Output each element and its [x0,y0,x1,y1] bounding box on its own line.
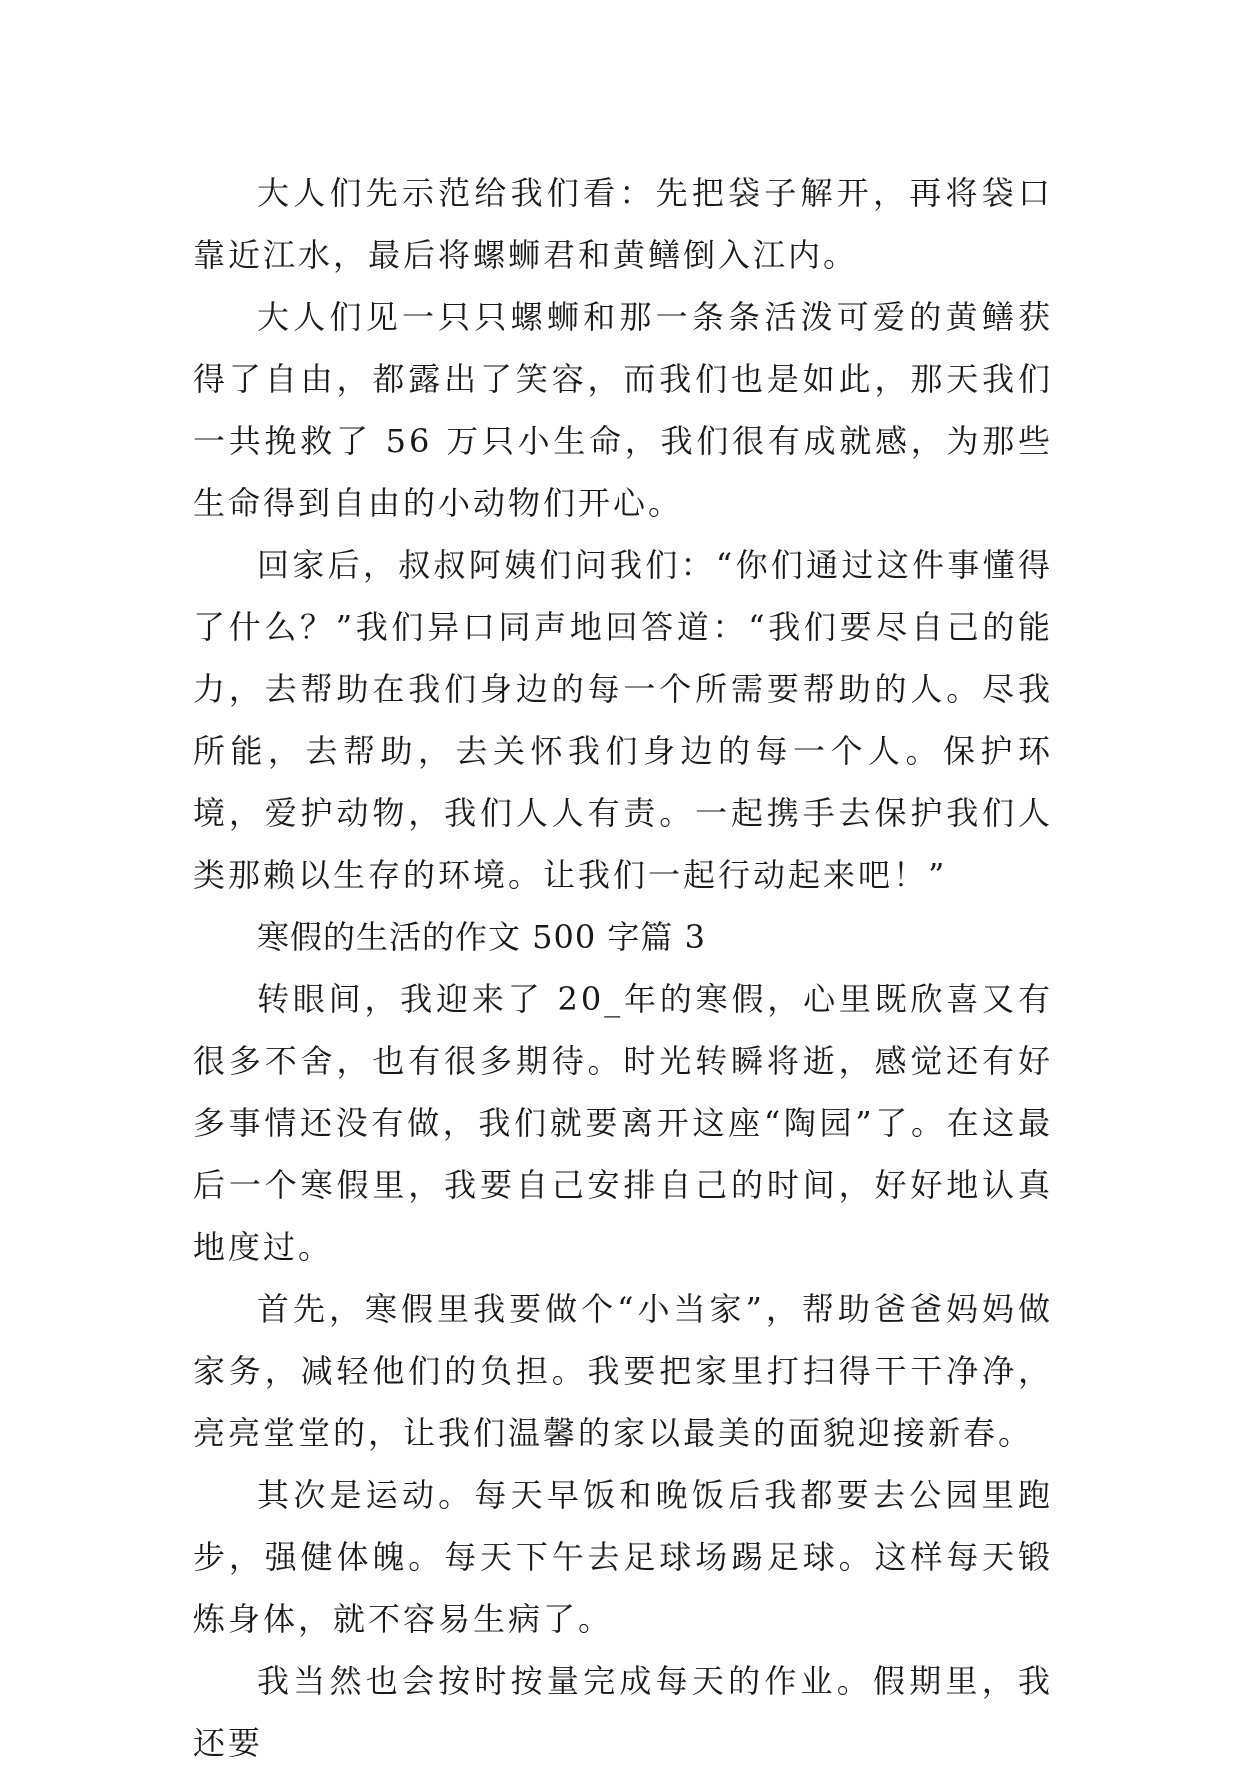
paragraph-housework: 首先，寒假里我要做个“小当家”，帮助爸爸妈妈做家务，减轻他们的负担。我要把家里打扫得干干净净，亮亮堂堂的，让我们温馨的家以最美的面貌迎接新春。 [193,1290,1053,1452]
paragraph-exercise: 其次是运动。每天早饭和晚饭后我都要去公园里跑步，强健体魄。每天下午去足球场踢足球。这样每天锻炼身体，就不容易生病了。 [193,1476,1053,1638]
paragraph-return-home: 回家后，叔叔阿姨们问我们：“你们通过这件事懂得了什么？”我们异口同声地回答道：“我们要尽自己的能力，去帮助在我们身边的每一个所需要帮助的人。尽我所能，去帮助，去关怀我们身边的每一个人。保护环境，爱护动物，我们人人有责。一起携手去保护我们人类那赖以生存的环境。让我们一起行动起来吧！” [193,546,1053,894]
paragraph-freedom: 大人们见一只只螺蛳和那一条条活泼可爱的黄鳝获得了自由，都露出了笑容，而我们也是如此，那天我们一共挽救了 56 万只小生命，我们很有成就感，为那些生命得到自由的小动物们开心。 [193,298,1053,522]
paragraph-winter-break: 转眼间，我迎来了 20_年的寒假，心里既欣喜又有很多不舍，也有很多期待。时光转瞬将逝，感觉还有好多事情还没有做，我们就要离开这座“陶园”了。在这最后一个寒假里，我要自己安排自己的时间，好好地认真地度过。 [193,980,1053,1266]
paragraph-homework: 我当然也会按时按量完成每天的作业。假期里，我还要 [193,1662,1053,1762]
paragraph-release-demo: 大人们先示范给我们看：先把袋子解开，再将袋口靠近江水，最后将螺蛳君和黄鳝倒入江内。 [193,174,1053,274]
document-body [193,162,1053,1774]
section-heading: 寒假的生活的作文 500 字篇 3 [257,918,706,956]
